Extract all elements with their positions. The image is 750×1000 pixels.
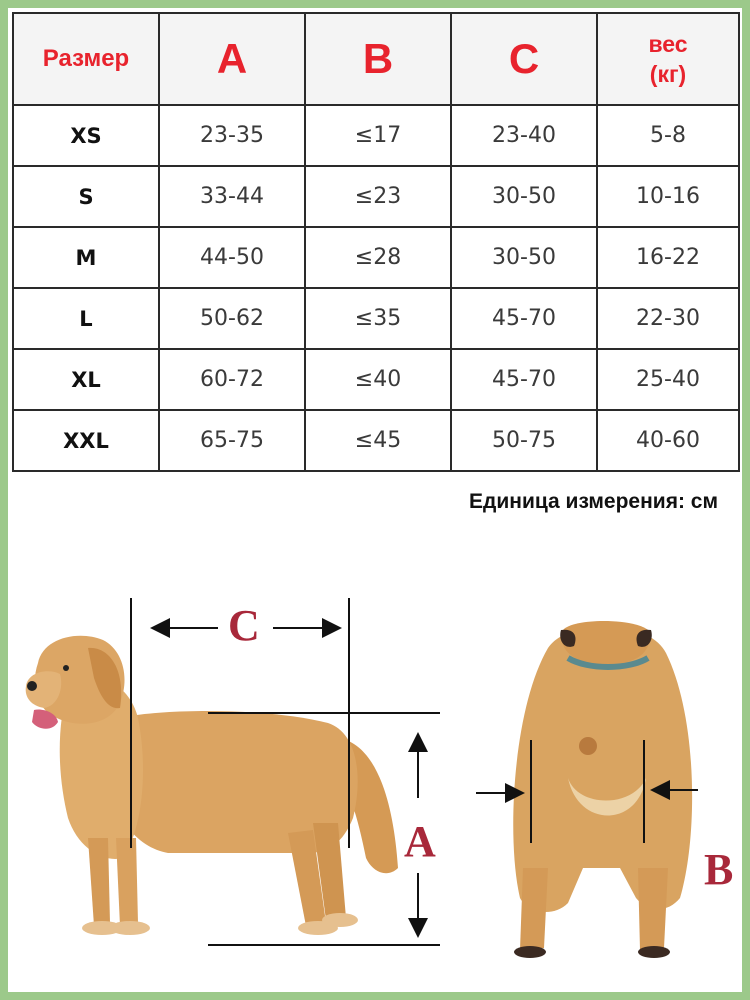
size-cell: S [13,166,159,227]
header-b: B [305,13,451,105]
c-cell: 23-40 [451,105,597,166]
b-cell: ≤28 [305,227,451,288]
header-weight-line1: вес [648,31,688,57]
label-b: B [704,845,734,894]
c-cell: 30-50 [451,227,597,288]
c-cell: 45-70 [451,349,597,410]
weight-cell: 40-60 [597,410,739,471]
label-a: A [404,817,436,866]
size-cell: XXL [13,410,159,471]
size-cell: XS [13,105,159,166]
b-cell: ≤35 [305,288,451,349]
table-row [13,410,739,471]
a-cell: 50-62 [159,288,305,349]
header-weight-line2: (кг) [649,61,687,87]
measurement-diagram [8,568,742,1000]
table-row [13,227,739,288]
diagram-drawing [8,568,742,1000]
weight-cell: 5-8 [597,105,739,166]
header-c: C [451,13,597,105]
header-size: Размер [13,13,159,105]
header-weight [597,13,739,105]
size-cell: XL [13,349,159,410]
c-cell: 45-70 [451,288,597,349]
c-cell: 30-50 [451,166,597,227]
b-cell: ≤23 [305,166,451,227]
b-cell: ≤17 [305,105,451,166]
table-row [13,349,739,410]
table-row [13,166,739,227]
unit-note: Единица измерения: см [469,490,718,513]
a-cell: 60-72 [159,349,305,410]
b-cell: ≤45 [305,410,451,471]
c-cell: 50-75 [451,410,597,471]
table-row [13,288,739,349]
weight-cell: 25-40 [597,349,739,410]
b-cell: ≤40 [305,349,451,410]
size-cell: L [13,288,159,349]
table-header-row [13,13,739,105]
a-cell: 23-35 [159,105,305,166]
size-table [12,12,740,472]
a-cell: 33-44 [159,166,305,227]
header-a: A [159,13,305,105]
a-cell: 44-50 [159,227,305,288]
table-row [13,105,739,166]
a-cell: 65-75 [159,410,305,471]
side-dog-illustration [26,636,398,935]
size-cell: M [13,227,159,288]
weight-cell: 10-16 [597,166,739,227]
weight-cell: 22-30 [597,288,739,349]
weight-cell: 16-22 [597,227,739,288]
label-c: C [228,601,260,650]
